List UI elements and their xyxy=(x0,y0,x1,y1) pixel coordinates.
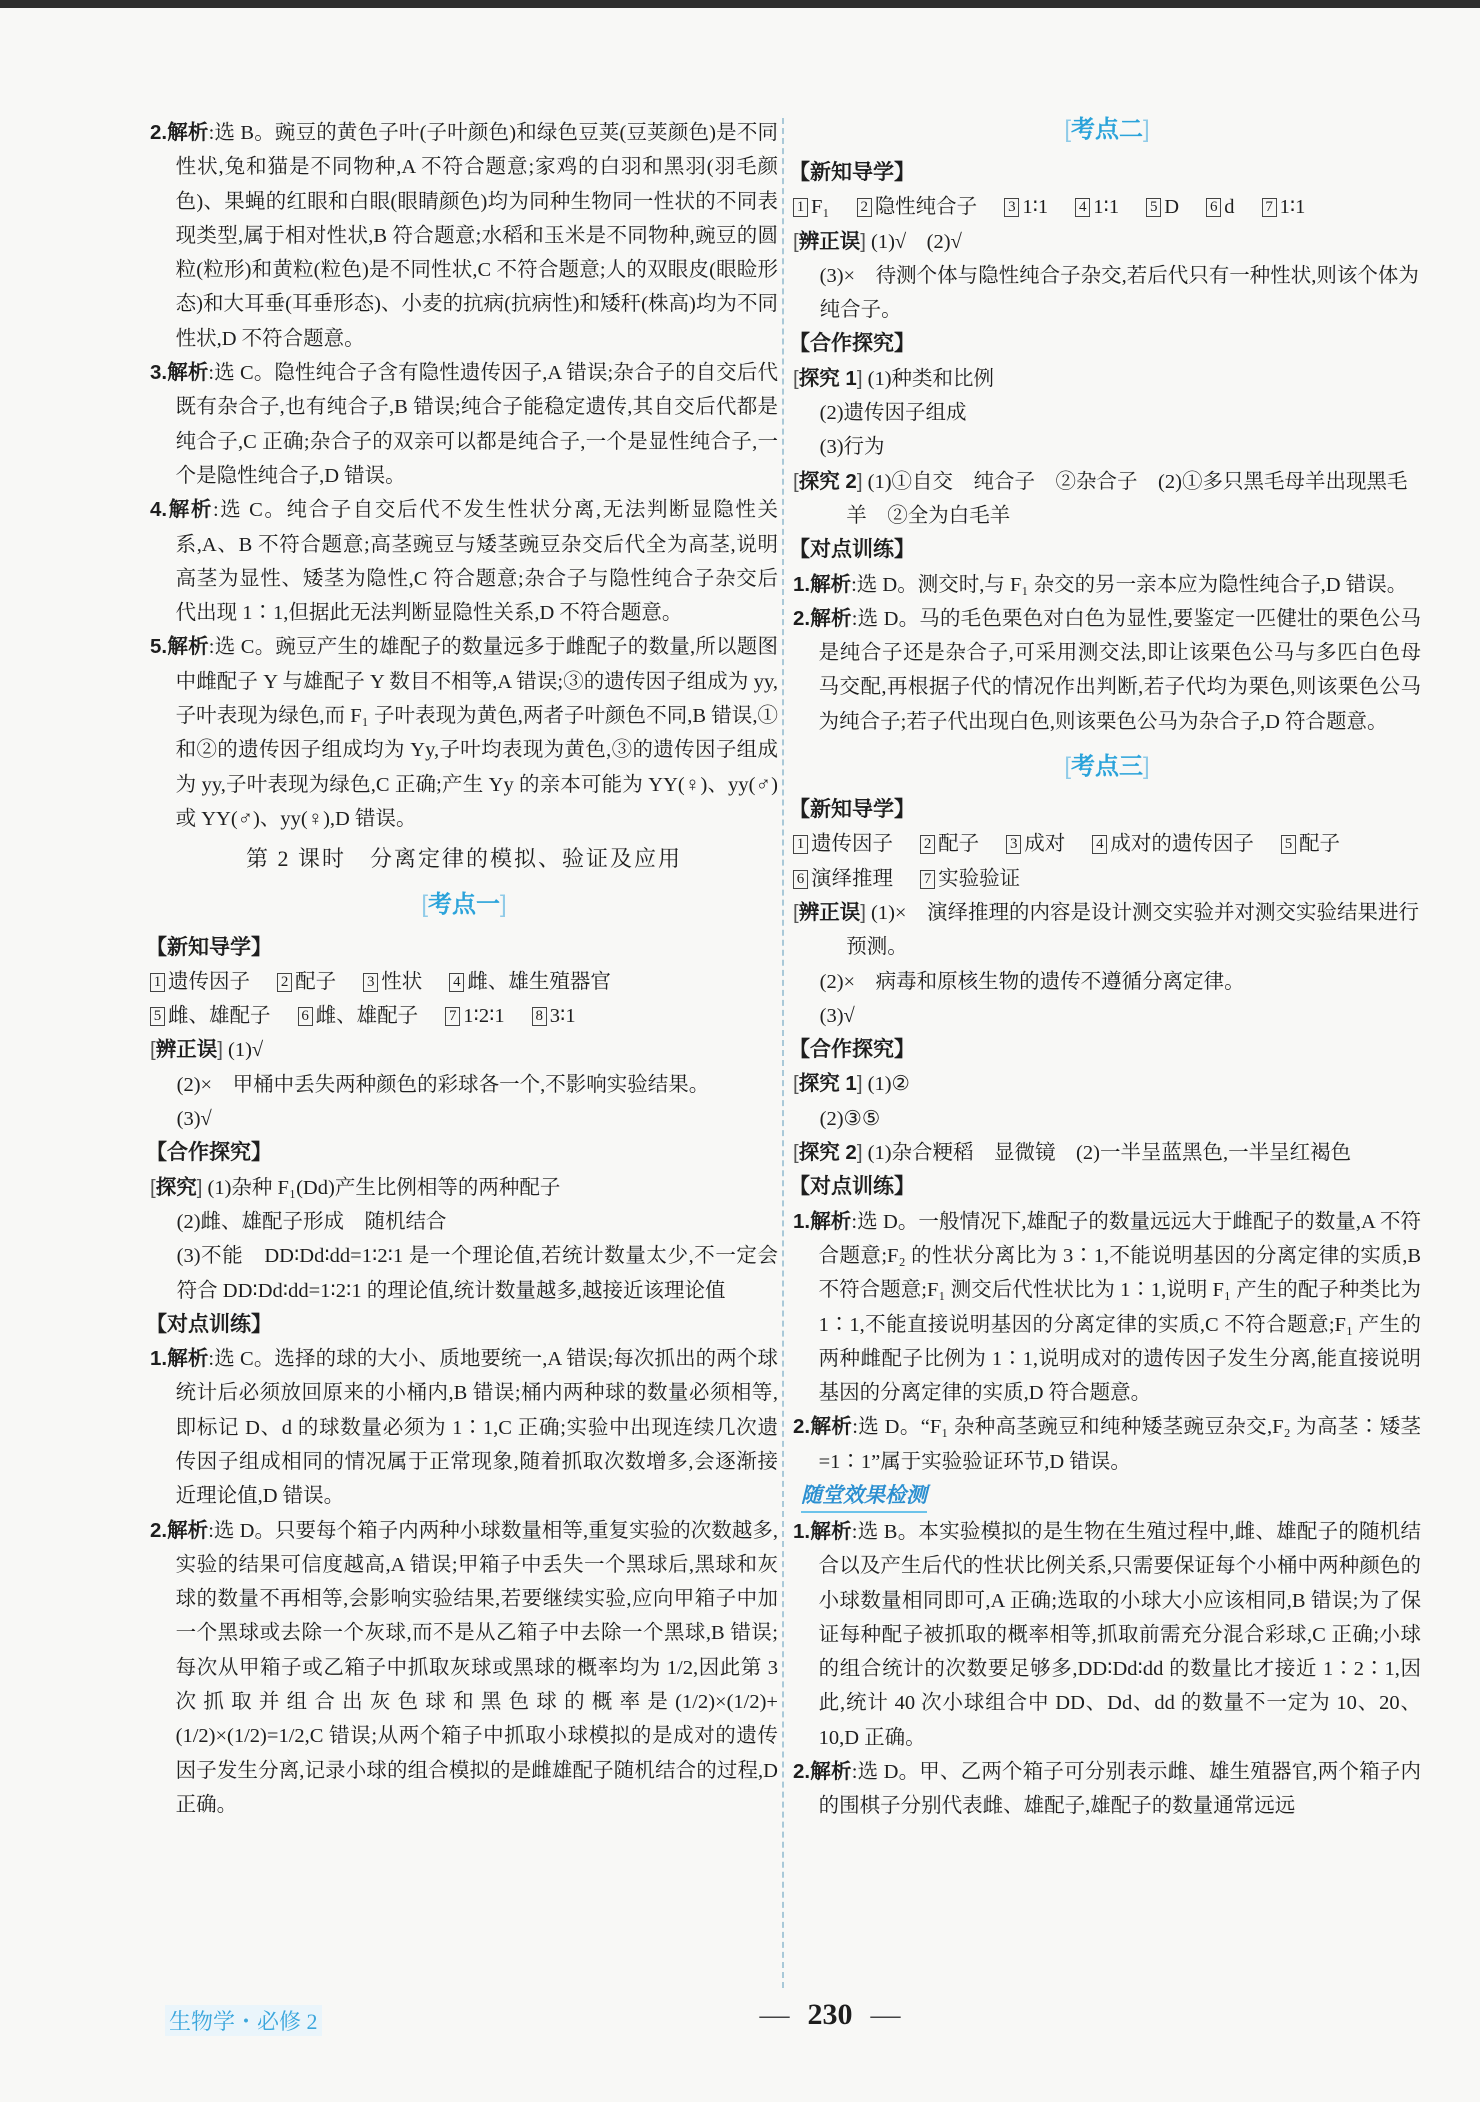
blank-answer: 5 D xyxy=(1146,196,1179,218)
blank-answer: 4 成对的遗传因子 xyxy=(1092,833,1254,855)
judge-line: (3)√ xyxy=(819,1004,855,1027)
boxed-number: 3 xyxy=(1006,835,1021,854)
explore-line: (2)遗传因子组成 xyxy=(819,402,967,425)
answer-item: 2.解析:选 D。只要每个箱子内两种小球数量相等,重复实验的次数越多,实验的结果可信度越高,A 错误;甲箱子中丢失一个黑球后,黑球和灰球的数量不再相等,会影响实验结果,若要继续实验,应向甲箱子中加一个黑球或去除一个灰球,而不是从乙箱子中去除一个黑球,B 错误;每次从甲箱子或乙箱子中抓取灰球或黑球的概率均为 1/2,因此第 3 次抓取并组合出灰色球和黑色球的概率是(1/2)×(1/2)+(1/2)×(1/2)=1/2,C 错误;从两个箱子中抓取小球模拟的是成对的遗传因子发生分离,记录小球的组合模拟的是雌雄配子随机结合的过程,D 正确。 xyxy=(150,1518,778,1816)
blank-answer: 2 配子 xyxy=(920,833,979,855)
kaodian-heading: [考点一] xyxy=(421,890,507,918)
boxed-number: 7 xyxy=(920,870,935,889)
section-heading: 【合作探究】 xyxy=(146,1141,272,1165)
blank-answers xyxy=(793,190,1421,224)
boxed-number: 6 xyxy=(793,870,808,889)
blank-answer: 5 配子 xyxy=(1281,833,1340,855)
explore-line: (3)不能 DD∶Dd∶dd=1∶2∶1 是一个理论值,若统计数量太少,不一定会符合 DD∶Dd∶dd=1∶2∶1 的理论值,统计数量越多,越接近该理论值 xyxy=(176,1245,778,1302)
item-label: 解析 xyxy=(167,121,209,144)
bracket-tag: [探究 2] xyxy=(793,1141,863,1165)
item-label: 1. xyxy=(793,1209,811,1233)
item-label: 解析 xyxy=(167,1518,209,1542)
section-heading: 【新知导学】 xyxy=(789,798,915,822)
boxed-number: 2 xyxy=(857,198,872,217)
blank-answer: 8 3∶1 xyxy=(532,1005,576,1027)
boxed-number: 8 xyxy=(532,1007,547,1026)
boxed-number: 2 xyxy=(277,973,292,992)
kaodian-heading: [考点二] xyxy=(1064,116,1150,143)
explore-block: [探究] (1)杂种 F₁(Dd)产生比例相等的两种配子 xyxy=(150,1175,561,1199)
boxed-number: 3 xyxy=(363,973,378,992)
item-label: 解析 xyxy=(167,361,209,385)
judge-block: [辨正误] (1)√ (2)√ xyxy=(793,229,962,253)
answer-item: 5.解析:选 C。豌豆产生的雄配子的数量远多于雌配子的数量,所以题图中雌配子 Y 与雄配子 Y 数目不相等,A 错误;③的遗传因子组成为 yy,子叶表现为绿色,而 F₁ 子叶表现为黄色,两者子叶颜色不同,B 错误,①和②的遗传因子组成均为 Yy,子叶均表现为黄色,③的遗传因子组成为 yy,子叶表现为绿色,C 正确;产生 Yy 的亲本可能为 YY(♀)、yy(♂)或 YY(♂)、yy(♀),D 错误。 xyxy=(150,635,778,830)
item-label: 解析 xyxy=(810,1519,852,1543)
top-edge xyxy=(0,0,1480,8)
boxed-number: 2 xyxy=(920,835,935,854)
item-label: 解析 xyxy=(810,1209,852,1233)
item-label: 1. xyxy=(150,1347,168,1371)
item-label: 2. xyxy=(150,121,168,144)
blank-answer: 1 遗传因子 xyxy=(150,971,250,993)
explore-line: (2)③⑤ xyxy=(819,1107,881,1130)
blank-answer: 4 雌、雄生殖器官 xyxy=(449,971,611,993)
boxed-number: 4 xyxy=(449,973,464,992)
section-heading: 【对点训练】 xyxy=(789,538,915,562)
lesson-title: 第 2 课时 分离定律的模拟、验证及应用 xyxy=(245,846,682,872)
boxed-number: 4 xyxy=(1092,835,1107,854)
item-label: 2. xyxy=(793,1760,811,1784)
section-heading: 【新知导学】 xyxy=(789,161,915,184)
boxed-number: 7 xyxy=(445,1007,460,1026)
answer-item: 4.解析:选 C。纯合子自交后代不发生性状分离,无法判断显隐性关系,A、B 不符合题意;高茎豌豆与矮茎豌豆杂交后代全为高茎,说明高茎为显性、矮茎为隐性,C 符合题意;杂合子与隐性纯合子杂交后代出现 1∶1,但据此无法判断显隐性关系,D 不符合题意。 xyxy=(150,498,778,625)
blank-answers xyxy=(793,827,1421,896)
item-label: 2. xyxy=(793,1415,811,1439)
blank-answer: 6 演绎推理 xyxy=(793,868,893,890)
column-divider xyxy=(782,118,784,1988)
explore-block: [探究 2] (1)杂合粳稻 显微镜 (2)一半呈蓝黑色,一半呈红褐色 xyxy=(793,1141,1352,1165)
answer-item: 2.解析:选 B。豌豆的黄色子叶(子叶颜色)和绿色豆荚(豆荚颜色)是不同性状,兔和猫是不同物种,A 不符合题意;家鸡的白羽和黑羽(羽毛颜色)、果蝇的红眼和白眼(眼睛颜色)均为同种生物同一性状的不同表现类型,属于相对性状,B 符合题意;水稻和玉米是不同物种,豌豆的圆粒(粒形)和黄粒(粒色)是不同性状,C 不符合题意;人的双眼皮(眼睑形态)和大耳垂(耳垂形态)、小麦的抗病(抗病性)和矮秆(株高)均为不同性状,D 不符合题意。 xyxy=(150,121,778,350)
answer-item: 1.解析:选 D。一般情况下,雄配子的数量远远大于雌配子的数量,A 不符合题意;F₂ 的性状分离比为 3∶1,不能说明基因的分离定律的实质,B 不符合题意;F₁ 测交后代性状比为 1∶1,说明 F₁ 产生的配子种类比为 1∶1,不能直接说明基因的分离定律的实质,C 不符合题意;F₁ 产生的两种雌配子比例为 1∶1,说明成对的遗传因子发生分离,能直接说明基因的分离定律的实质,D 符合题意。 xyxy=(793,1209,1422,1405)
boxed-number: 7 xyxy=(1262,198,1277,217)
blank-answer: 4 1∶1 xyxy=(1075,196,1119,218)
answer-item: 2.解析:选 D。甲、乙两个箱子可分别表示雌、雄生殖器官,两个箱子内的围棋子分别代表雌、雄配子,雄配子的数量通常远远 xyxy=(793,1760,1422,1818)
blank-answer: 3 1∶1 xyxy=(1004,196,1048,218)
explore-block: [探究 1] (1)② xyxy=(793,1072,910,1096)
item-label: 3. xyxy=(150,361,168,385)
blank-answer: 1 F₁ xyxy=(793,196,830,218)
section-heading: 【新知导学】 xyxy=(146,935,272,959)
item-label: 解析 xyxy=(810,1760,852,1784)
section-title: 随堂效果检测 xyxy=(801,1481,927,1513)
boxed-number: 3 xyxy=(1004,198,1019,217)
bracket-tag: [探究 2] xyxy=(793,469,863,493)
explore-line: (2)雌、雄配子形成 随机结合 xyxy=(176,1210,447,1233)
judge-line: (3)√ xyxy=(176,1108,212,1131)
judge-line: (3)× 待测个体与隐性纯合子杂交,若后代只有一种性状,则该个体为纯合子。 xyxy=(819,264,1419,322)
boxed-number: 1 xyxy=(793,835,808,854)
blank-answer: 5 雌、雄配子 xyxy=(150,1005,271,1027)
boxed-number: 6 xyxy=(298,1007,313,1026)
blank-answer: 6 雌、雄配子 xyxy=(298,1005,419,1027)
item-label: 解析 xyxy=(167,1347,209,1371)
blank-answer: 7 1∶1 xyxy=(1262,196,1306,218)
answer-item: 1.解析:选 C。选择的球的大小、质地要统一,A 错误;每次抓出的两个球统计后必须放回原来的小桶内,B 错误;桶内两种球的数量必须相等,即标记 D、d 的球数量必须为 1∶1,C 正确;实验中出现连续几次遗传因子组成相同的情况属于正常现象,随着抓取次数增多,会逐渐接近理论值,D 错误。 xyxy=(150,1347,778,1508)
section-heading: 【合作探究】 xyxy=(789,1038,915,1062)
judge-line: (2)× 甲桶中丢失两种颜色的彩球各一个,不影响实验结果。 xyxy=(176,1073,710,1096)
book-title: 生物学・必修 2 xyxy=(165,2005,322,2036)
bracket-tag: [辨正误] xyxy=(150,1038,223,1062)
answer-item: 1.解析:选 B。本实验模拟的是生物在生殖过程中,雌、雄配子的随机结合以及产生后代的性状比例关系,只需要保证每个小桶中两种颜色的小球数量相同即可,A 正确;选取的小球大小应该相同,B 错误;为了保证每种配子被抓取的概率相等,抓取前需充分混合彩球,C 正确;小球的组合统计的次数要足够多,DD∶Dd∶dd 的数量比才接近 1∶2∶1,因此,统计 40 次小球组合中 DD、Dd、dd 的数量不一定为 10、20、10,D 正确。 xyxy=(793,1519,1421,1749)
blank-answer: 7 1∶2∶1 xyxy=(445,1005,504,1027)
blank-answer: 2 隐性纯合子 xyxy=(857,196,978,218)
item-label: 1. xyxy=(793,572,811,596)
blank-answer: 1 遗传因子 xyxy=(793,833,893,855)
blank-answer: 3 成对 xyxy=(1006,833,1065,855)
answer-item: 1.解析:选 D。测交时,与 F₁ 杂交的另一亲本应为隐性纯合子,D 错误。 xyxy=(793,572,1408,596)
explore-block: [探究 1] (1)种类和比例 xyxy=(793,366,995,390)
kaodian-heading: [考点三] xyxy=(1064,753,1150,781)
answer-item: 3.解析:选 C。隐性纯合子含有隐性遗传因子,A 错误;杂合子的自交后代既有杂合子,也有纯合子,B 错误;纯合子能稳定遗传,其自交后代都是纯合子,C 正确;杂合子的双亲可以都是纯合子,一个是显性纯合子,一个是隐性纯合子,D 错误。 xyxy=(150,361,778,487)
item-label: 1. xyxy=(793,1519,811,1543)
boxed-number: 5 xyxy=(1146,198,1161,217)
right-column xyxy=(789,116,1422,1824)
judge-line: (2)× 病毒和原核生物的遗传不遵循分离定律。 xyxy=(819,970,1245,993)
boxed-number: 1 xyxy=(150,973,165,992)
explore-block: [探究 2] (1)①自交 纯合子 ②杂合子 (2)①多只黑毛母羊出现黑毛羊 ②全为白毛羊 xyxy=(793,469,1408,527)
section-heading: 【对点训练】 xyxy=(146,1312,272,1336)
left-column xyxy=(146,116,778,1822)
item-label: 解析 xyxy=(810,1415,853,1439)
judge-block: [辨正误] (1)√ xyxy=(150,1038,264,1062)
blank-answer: 6 d xyxy=(1206,196,1234,218)
bracket-tag: [辨正误] xyxy=(793,229,866,253)
item-label: 2. xyxy=(150,1518,168,1542)
section-heading: 【合作探究】 xyxy=(789,332,915,356)
blank-answers xyxy=(150,965,778,1034)
item-label: 4. xyxy=(150,498,168,522)
boxed-number: 4 xyxy=(1075,198,1090,217)
bracket-tag: [辨正误] xyxy=(793,900,866,924)
item-label: 5. xyxy=(150,635,168,659)
explore-line: (3)行为 xyxy=(819,436,885,459)
blank-answer: 2 配子 xyxy=(277,971,336,993)
item-label: 2. xyxy=(793,606,811,630)
item-label: 解析 xyxy=(167,498,213,522)
judge-block: [辨正误] (1)× 演绎推理的内容是设计测交实验并对测交实验结果进行预测。 xyxy=(793,900,1419,959)
section-heading: 【对点训练】 xyxy=(789,1175,915,1199)
answer-item: 2.解析:选 D。马的毛色栗色对白色为显性,要鉴定一匹健壮的栗色公马是纯合子还是杂合子,可采用测交法,即让该栗色公马与多匹白色母马交配,再根据子代的情况作出判断,若子代均为栗色,则该栗色公马为纯合子;若子代出现白色,则该栗色公马为杂合子,D 符合题意。 xyxy=(793,606,1422,733)
blank-answer: 7 实验验证 xyxy=(920,868,1020,890)
answer-item: 2.解析:选 D。“F₁ 杂种高茎豌豆和纯种矮茎豌豆杂交,F₂ 为高茎∶矮茎=1∶1”属于实验验证环节,D 错误。 xyxy=(793,1415,1421,1473)
boxed-number: 5 xyxy=(150,1007,165,1026)
item-label: 解析 xyxy=(810,606,852,630)
bracket-tag: [探究] xyxy=(150,1175,203,1199)
item-label: 解析 xyxy=(167,635,209,659)
page-number: — 230 — xyxy=(759,1998,901,2031)
bracket-tag: [探究 1] xyxy=(793,366,863,390)
boxed-number: 1 xyxy=(793,198,808,217)
bracket-tag: [探究 1] xyxy=(793,1072,863,1096)
item-label: 解析 xyxy=(810,572,852,596)
boxed-number: 5 xyxy=(1281,835,1296,854)
blank-answer: 3 性状 xyxy=(363,971,422,993)
boxed-number: 6 xyxy=(1206,198,1221,217)
